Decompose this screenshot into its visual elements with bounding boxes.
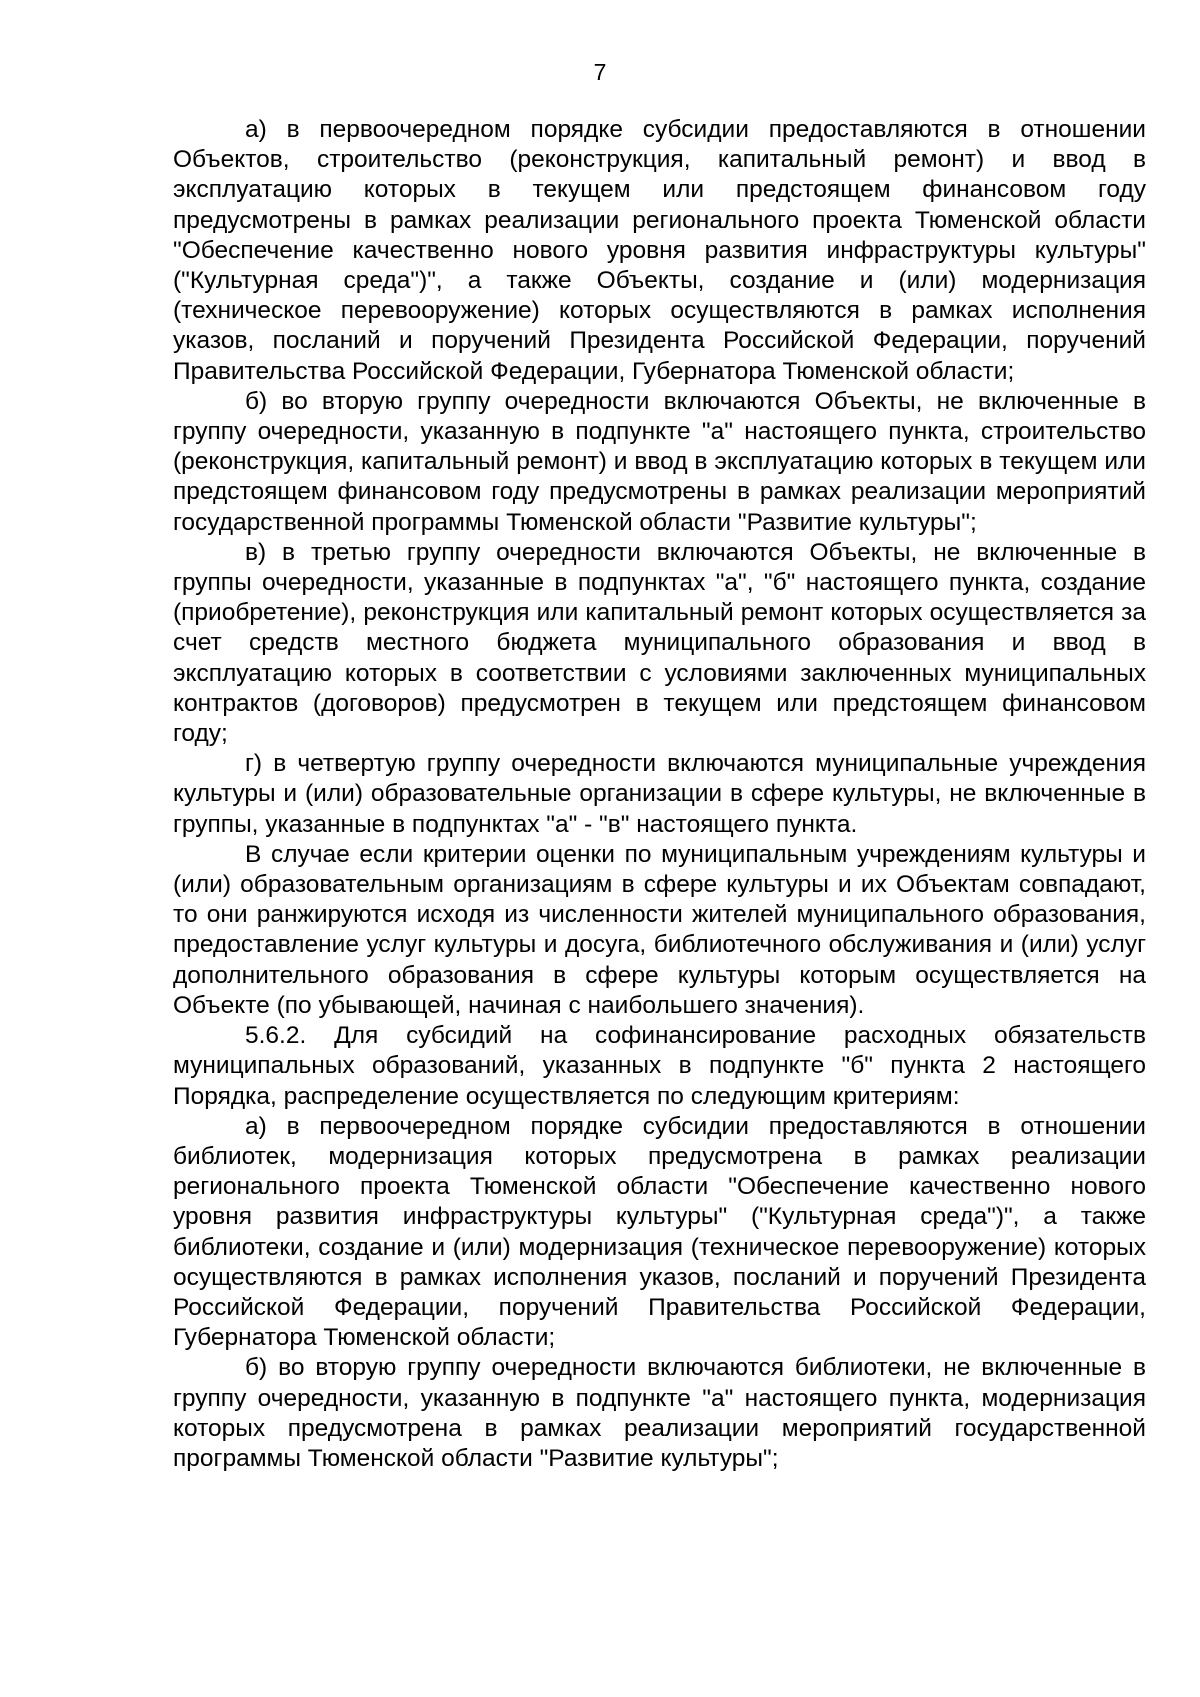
paragraph-5-6-2: 5.6.2. Для субсидий на софинансирование расходных обязательств муниципальных образований, указанных в подпункте "б" пункта 2 настоящего Порядка, распределение осуществляется по следующим критериям: bbox=[173, 1022, 1146, 1110]
paragraph-5-6-1-b: б) во вторую группу очередности включаются Объекты, не включенные в группу очередности, указанную в подпункте "а" настоящего пункта, строительство (реконструкция, капитальный ремонт) и ввод в эксплуатацию которых в текущем или предстоящем финансовом году предусмотрены в рамках реализации мероприятий государственной программы Тюменской области "Развитие культуры"; bbox=[173, 387, 1146, 536]
paragraph-5-6-2-b: б) во вторую группу очередности включаются библиотеки, не включенные в группу очередности, указанную в подпункте "а" настоящего пункта, модернизация которых предусмотрена в рамках реализации мероприятий государственной программы Тюменской области "Развитие культуры"; bbox=[173, 1354, 1146, 1472]
page-number: 7 bbox=[593, 59, 607, 85]
paragraph-ranking-rule: В случае если критерии оценки по муниципальным учреждениям культуры и (или) образовательным организациям в сфере культуры и их Объектам совпадают, то они ранжируются исходя из численности жителей муниципального образования, предоставление услуг культуры и досуга, библиотечного обслуживания и (или) услуг дополнительного образования в сфере культуры которым осуществляется на Объекте (по убывающей, начиная с наибольшего значения). bbox=[173, 840, 1146, 1019]
document-body bbox=[173, 115, 1146, 1474]
paragraph-5-6-1-g: г) в четвертую группу очередности включаются муниципальные учреждения культуры и (или) образовательные организации в сфере культуры, не включенные в группы, указанные в подпунктах "а" - "в" настоящего пункта. bbox=[173, 750, 1146, 838]
paragraph-5-6-2-a: а) в первоочередном порядке субсидии предоставляются в отношении библиотек, модернизация которых предусмотрена в рамках реализации регионального проекта Тюменской области "Обеспечение качественно нового уровня развития инфраструктуры культуры" ("Культурная среда")", а также библиотеки, создание и (или) модернизация (техническое перевооружение) которых осуществляются в рамках исполнения указов, посланий и поручений Президента Российской Федерации, поручений Правительства Российской Федерации, Губернатора Тюменской области; bbox=[173, 1112, 1146, 1352]
paragraph-5-6-1-v: в) в третью группу очередности включаются Объекты, не включенные в группы очередности, указанные в подпунктах "а", "б" настоящего пункта, создание (приобретение), реконструкция или капитальный ремонт которых осуществляется за счет средств местного бюджета муниципального образования и ввод в эксплуатацию которых в соответствии с условиями заключенных муниципальных контрактов (договоров) предусмотрен в текущем или предстоящем финансовом году; bbox=[173, 538, 1146, 748]
paragraph-5-6-1-a: а) в первоочередном порядке субсидии предоставляются в отношении Объектов, строительство (реконструкция, капитальный ремонт) и ввод в эксплуатацию которых в текущем или предстоящем финансовом году предусмотрены в рамках реализации регионального проекта Тюменской области "Обеспечение качественно нового уровня развития инфраструктуры культуры" ("Культурная среда")", а также Объекты, создание и (или) модернизация (техническое перевооружение) которых осуществляются в рамках исполнения указов, посланий и поручений Президента Российской Федерации, поручений Правительства Российской Федерации, Губернатора Тюменской области; bbox=[173, 116, 1146, 385]
